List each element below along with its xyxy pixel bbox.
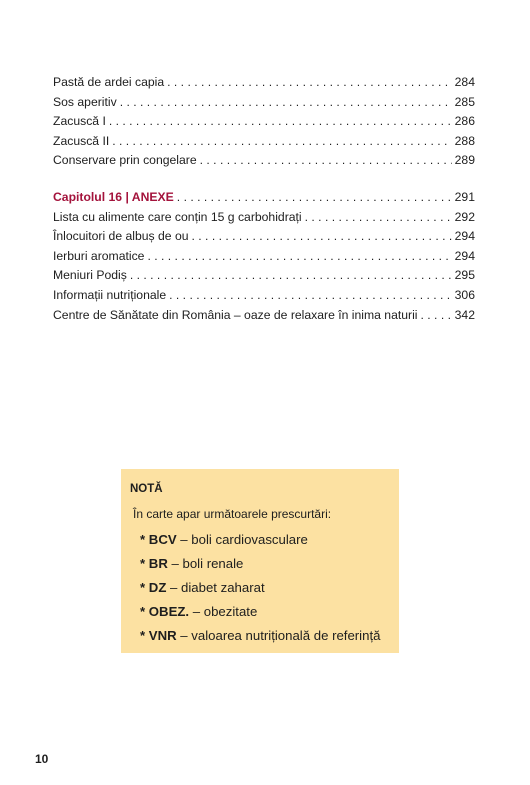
toc-leader-dots (147, 247, 451, 267)
toc-entry (53, 266, 475, 286)
abbreviation-meaning: – boli cardiovasculare (176, 532, 308, 547)
chapter-page: 291 (454, 189, 475, 204)
abbreviation-meaning: – valoarea nutrițională de referință (176, 628, 381, 643)
toc-leader-dots (130, 266, 452, 286)
toc-entry-title: Informații nutriționale (53, 287, 167, 302)
abbreviation-code: * OBEZ. (140, 604, 190, 619)
abbreviation-code: * BR (140, 556, 168, 571)
toc-entry-title: Pastă de ardei capia (53, 75, 165, 89)
toc-entry-page: 294 (454, 248, 475, 263)
abbreviation-item (140, 624, 399, 648)
toc-leader-dots (167, 73, 452, 93)
toc-entry-page: 342 (454, 307, 475, 322)
toc-leader-dots (169, 286, 452, 306)
abbreviation-code: * BCV (140, 532, 177, 547)
abbreviation-item (140, 528, 399, 552)
toc-entry-page: 285 (454, 94, 475, 109)
toc-entry-title: Înlocuitori de albuș de ou (53, 229, 189, 244)
toc-entry (53, 227, 475, 247)
toc-entry-title: Conservare prin congelare (53, 153, 197, 168)
abbreviation-item (140, 552, 399, 576)
toc-entry (53, 208, 475, 228)
toc-entry-page: 294 (454, 229, 475, 244)
toc-entry (53, 286, 475, 306)
toc-entry-page: 289 (454, 153, 475, 168)
toc-entry-title: Centre de Sănătate din România – oaze de relaxare în inima naturii (53, 307, 418, 322)
toc-leader-dots (177, 188, 452, 208)
abbreviation-item (140, 576, 399, 600)
abbreviation-meaning: – obezitate (189, 604, 258, 619)
toc-leader-dots (120, 93, 452, 113)
toc-leader-dots (109, 112, 452, 132)
toc-entry (53, 306, 475, 326)
abbreviation-meaning: – boli renale (167, 556, 244, 571)
toc-entry-title: Ierburi aromatice (53, 248, 145, 263)
toc-entry-title: Zacuscă II (53, 133, 110, 148)
toc-entry (53, 73, 475, 93)
section-spacer (53, 171, 475, 188)
toc-entry (53, 132, 475, 152)
toc-entry-title: Lista cu alimente care conțin 15 g carbohidrați (53, 209, 302, 224)
toc-entry (53, 247, 475, 267)
toc-entry (53, 112, 475, 132)
note-title: NOTĂ (130, 483, 163, 495)
toc-leader-dots (421, 306, 452, 326)
abbreviation-item (140, 600, 399, 624)
toc-entry-title: Zacuscă I (53, 114, 106, 129)
chapter-title: Capitolul 16 | ANEXE (53, 189, 174, 204)
toc-entry (53, 151, 475, 171)
toc-leader-dots (305, 208, 452, 228)
toc-leader-dots (112, 132, 451, 152)
abbreviation-meaning: – diabet zaharat (166, 580, 265, 595)
toc-entry-page: 292 (454, 209, 475, 224)
toc-entry-page: 286 (454, 114, 475, 129)
toc-entry-page: 295 (454, 268, 475, 283)
toc-entry-title: Sos aperitiv (53, 94, 117, 109)
toc-leader-dots (192, 227, 452, 247)
toc-entry-page: 284 (454, 75, 475, 89)
abbreviation-code: * VNR (140, 628, 177, 643)
toc-leader-dots (200, 151, 452, 171)
page-number: 10 (35, 752, 49, 766)
toc-entry (53, 93, 475, 113)
toc-entry-title: Meniuri Podiș (53, 268, 127, 283)
abbreviation-code: * DZ (140, 580, 167, 595)
table-of-contents (53, 73, 475, 325)
abbreviations-note-box (121, 469, 399, 653)
chapter-heading (53, 188, 475, 208)
toc-entry-page: 288 (454, 133, 475, 148)
note-intro: În carte apar următoarele prescurtări: (133, 507, 332, 521)
toc-entry-page: 306 (454, 287, 475, 302)
